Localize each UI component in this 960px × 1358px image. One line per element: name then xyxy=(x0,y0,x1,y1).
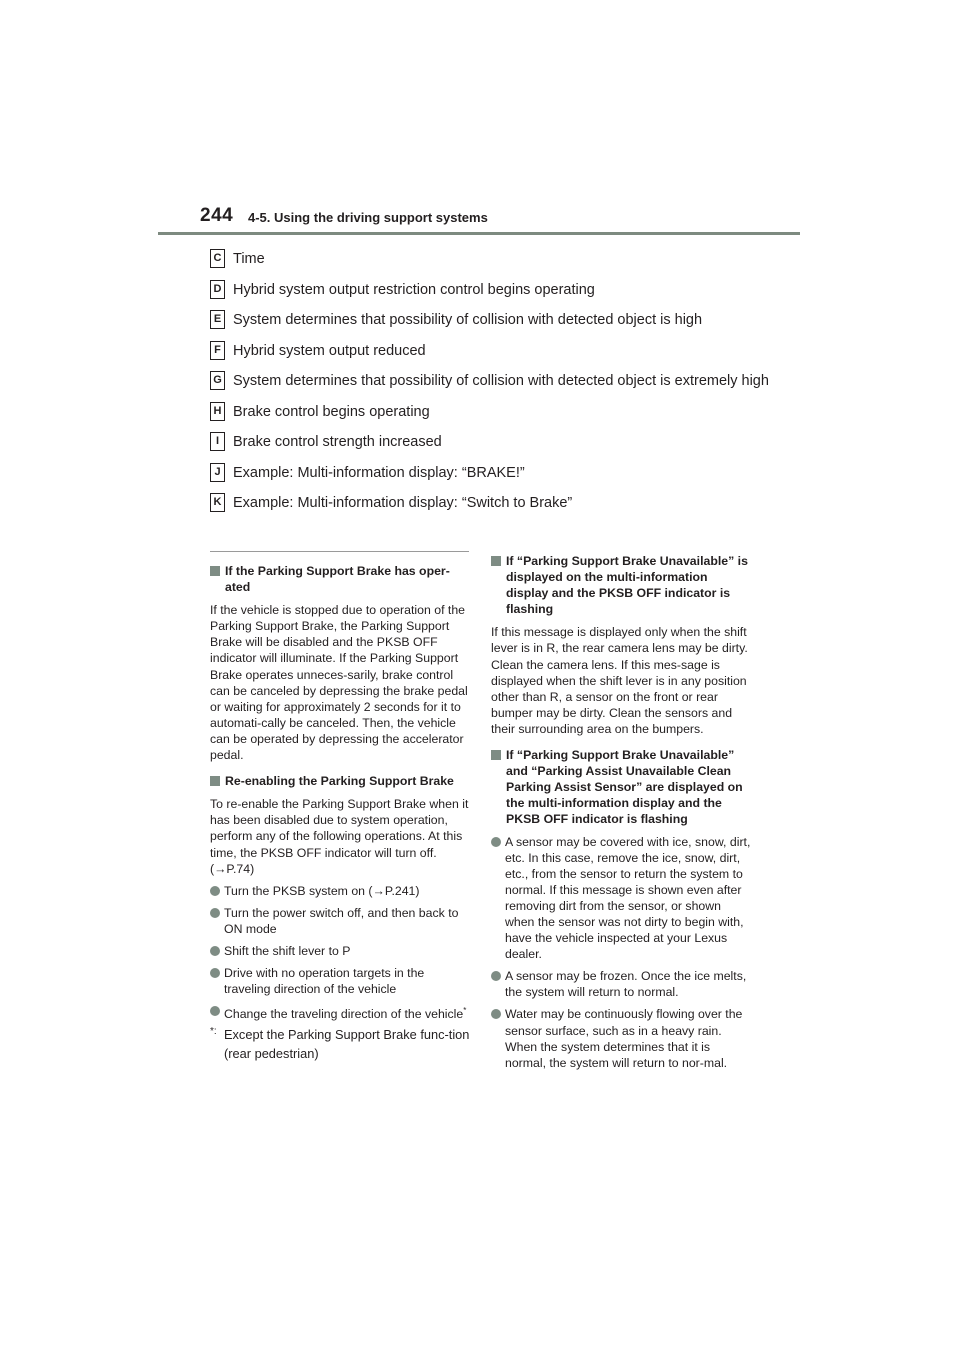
legend-key: D xyxy=(210,280,225,299)
section-title: 4-5. Using the driving support systems xyxy=(248,210,488,225)
legend-item xyxy=(210,401,770,423)
footnote-marker: * xyxy=(463,1006,467,1016)
paragraph: If this message is displayed only when the shift lever is in R, the rear camera lens may be dirty. Clean the camera lens. If this mes-sage is displayed when the shift lever is in any position other than R, a sensor on the front or rear bumper may be dirty. Clean the sensors and their surrounding area on the bumpers. xyxy=(491,625,748,736)
legend-key: E xyxy=(210,310,225,329)
right-column xyxy=(491,543,753,1071)
section-heading: Re-enabling the Parking Support Brake xyxy=(210,773,472,789)
legend-text: System determines that possibility of collision with detected object is extremely high xyxy=(233,373,769,389)
round-bullet-icon xyxy=(210,946,220,956)
column-rule xyxy=(210,551,469,552)
round-bullet-icon xyxy=(210,886,220,896)
legend-key: G xyxy=(210,371,225,390)
list-item: Water may be continuously flowing over the sensor surface, such as in a heavy rain. When the system determines that it is normal, the system will return to nor-mal. xyxy=(491,1006,753,1070)
legend-text: Hybrid system output reduced xyxy=(233,342,426,359)
legend-item xyxy=(210,309,770,331)
round-bullet-icon xyxy=(210,1006,220,1016)
left-column xyxy=(210,553,472,1063)
legend-item xyxy=(210,279,770,301)
round-bullet-icon xyxy=(210,968,220,978)
section-heading: If the Parking Support Brake has oper-ated xyxy=(210,563,472,595)
legend-key: I xyxy=(210,432,225,451)
list-item: Turn the PKSB system on (→P.241) xyxy=(210,883,472,899)
round-bullet-icon xyxy=(491,1009,501,1019)
page-header xyxy=(200,205,800,235)
legend-key: C xyxy=(210,249,225,268)
legend-text: System determines that possibility of collision with detected object is high xyxy=(233,312,703,328)
square-bullet-icon xyxy=(210,776,220,786)
legend-item xyxy=(210,462,770,484)
legend-item xyxy=(210,370,770,392)
legend-key: K xyxy=(210,493,225,512)
legend-key: J xyxy=(210,463,225,482)
legend-item xyxy=(210,492,770,514)
square-bullet-icon xyxy=(491,556,501,566)
round-bullet-icon xyxy=(210,908,220,918)
legend-key: F xyxy=(210,341,225,360)
figure-legend xyxy=(210,248,770,523)
section-heading: If “Parking Support Brake Unavailable” and “Parking Assist Unavailable Clean Parking Assist Sensor” are displayed on the multi-information display and the PKSB OFF indicator is flashing xyxy=(491,747,753,827)
legend-text: Example: Multi-information display: “BRAKE!” xyxy=(233,464,525,481)
round-bullet-icon xyxy=(491,837,501,847)
round-bullet-icon xyxy=(491,971,501,981)
list-item: Shift the shift lever to P xyxy=(210,943,472,959)
footnote: *: Except the Parking Support Brake func-tion (rear pedestrian) xyxy=(210,1025,472,1063)
section-heading: If “Parking Support Brake Unavailable” is displayed on the multi-information display and the PKSB OFF indicator is flashing xyxy=(491,553,753,617)
page-number: 244 xyxy=(200,205,234,226)
list-item: Turn the power switch off, and then back to ON mode xyxy=(210,905,472,937)
list-item: Change the traveling direction of the vehicle* xyxy=(210,1003,472,1022)
legend-item xyxy=(210,340,770,362)
list-item: A sensor may be covered with ice, snow, dirt, etc. In this case, remove the ice, snow, dirt, etc., from the sensor to return the system to normal. If this message is shown even after removing dirt from the sensor, or shown when the sensor was not dirty to begin with, have the vehicle inspected at your Lexus dealer. xyxy=(491,834,753,963)
legend-text: Brake control begins operating xyxy=(233,403,430,420)
paragraph: To re-enable the Parking Support Brake when it has been disabled due to system operation, perform any of the following operations. At this time, the PKSB OFF indicator will turn off. (→P.74) xyxy=(210,797,469,876)
square-bullet-icon xyxy=(491,750,501,760)
list-item: Drive with no operation targets in the traveling direction of the vehicle xyxy=(210,965,472,997)
legend-item xyxy=(210,431,770,453)
paragraph: If the vehicle is stopped due to operation of the Parking Support Brake, the Parking Support Brake will be disabled and the PKSB OFF indicator will illuminate. If the Parking Support Brake operates unneces-sarily, brake control can be canceled by depressing the brake pedal or waiting for approximately 2 seconds for it to automati-cally be canceled. Then, the vehicle can be operated by depressing the accelerator pedal. xyxy=(210,603,468,763)
square-bullet-icon xyxy=(210,566,220,576)
legend-text: Hybrid system output restriction control begins operating xyxy=(233,281,595,298)
legend-text: Brake control strength increased xyxy=(233,434,442,450)
legend-item xyxy=(210,248,770,270)
legend-key: H xyxy=(210,402,225,421)
footnote-mark: *: xyxy=(210,1026,217,1038)
header-rule xyxy=(158,232,800,235)
list-item: A sensor may be frozen. Once the ice melts, the system will return to normal. xyxy=(491,968,753,1000)
legend-text: Time xyxy=(233,251,265,267)
legend-text: Example: Multi-information display: “Switch to Brake” xyxy=(233,495,573,511)
